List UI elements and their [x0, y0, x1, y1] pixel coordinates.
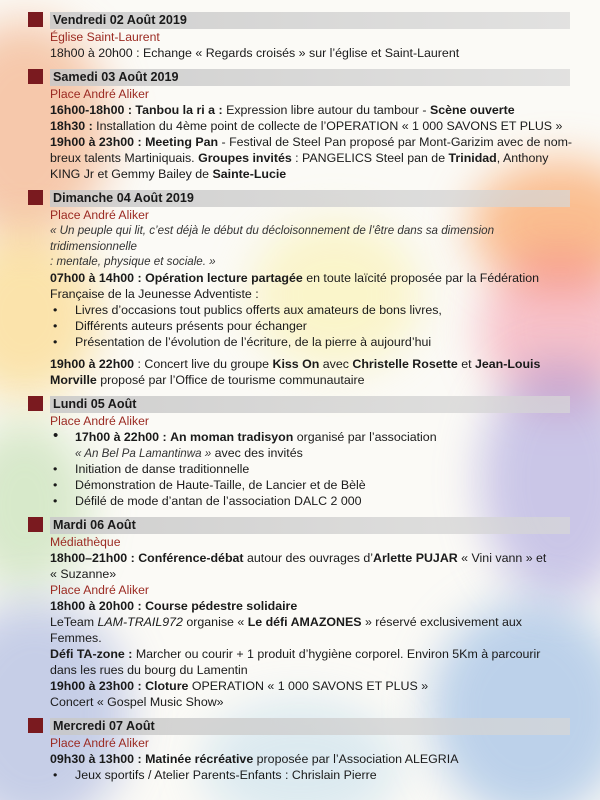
day-header: [50, 190, 570, 207]
event-line: « Suzanne»: [50, 567, 117, 581]
day-header: [50, 396, 570, 413]
day-marker-square: [28, 12, 43, 27]
day-lundi: [28, 396, 600, 510]
event-line: Morville proposé par l’Office de tourisme communautaire: [50, 372, 365, 387]
event-line: Concert « Gospel Music Show»: [50, 695, 224, 709]
event-line: 19h00 à 23h00 : Meeting Pan - Festival de Steel Pan proposé par Mont-Garizim avec de nom-: [50, 135, 573, 149]
quote: : mentale, physique et sociale. »: [50, 255, 216, 268]
event-line: KING Jr et Gemmy Bailey de Sainte-Lucie: [50, 167, 287, 181]
day-title: Vendredi 02 Août 2019: [53, 13, 187, 27]
venue: Médiathèque: [50, 535, 121, 549]
venue: Place André Aliker: [50, 208, 149, 222]
day-header: [50, 517, 570, 534]
day-vendredi: [28, 12, 600, 61]
event-line: 18h00 à 20h00 : Course pédestre solidaire: [50, 599, 298, 613]
event-line: dans les rues du bourg du Lamentin: [50, 663, 248, 677]
day-mardi: [28, 517, 600, 710]
venue: Place André Aliker: [50, 87, 149, 101]
venue: Église Saint-Laurent: [50, 30, 160, 44]
list-item: • 17h00 à 22h00 : An moman tradisyon organisé par l’association: [50, 429, 576, 445]
event-line: 09h30 à 13h00 : Matinée récréative proposée par l’Association ALEGRIA: [50, 752, 459, 766]
event-line: Française de la Jeunesse Adventiste :: [50, 286, 259, 301]
day-header: [50, 12, 570, 29]
day-marker-square: [28, 517, 43, 532]
list-item: • Différents auteurs présents pour échanger: [50, 318, 576, 334]
day-header: [50, 69, 570, 86]
venue: Place André Aliker: [50, 413, 149, 428]
day-marker-square: [28, 69, 43, 84]
day-marker-square: [28, 718, 43, 733]
list-item: • Présentation de l’évolution de l’écriture, de la pierre à aujourd’hui: [50, 334, 576, 350]
day-marker-square: [28, 396, 43, 411]
day-title: Lundi 05 Août: [53, 396, 137, 411]
list-item: « An Bel Pa Lamantinwa » avec des invités: [75, 445, 303, 460]
event-line: breux talents Martiniquais. Groupes invités : PANGELICS Steel pan de Trinidad, Anthony: [50, 151, 549, 165]
day-dimanche: [28, 190, 600, 388]
day-header: [50, 718, 570, 735]
bullet-list: [50, 767, 576, 783]
day-marker-square: [28, 190, 43, 205]
list-item: • Livres d’occasions tout publics offerts aux amateurs de bons livres,: [50, 302, 576, 318]
bullet-list: [50, 302, 576, 350]
list-item: • Initiation de danse traditionnelle: [50, 461, 576, 477]
event-line: 18h00 à 20h00 : Echange « Regards croisés » sur l’église et Saint-Laurent: [50, 46, 460, 60]
venue: Place André Aliker: [50, 736, 149, 750]
event-line: Défi TA-zone : Marcher ou courir + 1 produit d’hygiène corporel. Environ 5Km à parcourir: [50, 647, 541, 661]
venue: Place André Aliker: [50, 583, 149, 597]
day-title: Mardi 06 Août: [53, 518, 136, 532]
quote: « Un peuple qui lit, c’est déjà le début du décloisonnement de l’être dans sa dimension tridimensionnelle: [50, 224, 495, 253]
event-line: 07h00 à 14h00 : Opération lecture partagée en toute laïcité proposée par la Fédération: [50, 270, 540, 285]
event-line: 18h00–21h00 : Conférence-débat autour des ouvrages d’Arlette PUJAR « Vini vann » et: [50, 551, 547, 565]
event-line: 16h00-18h00 : Tanbou la ri a : Expression libre autour du tambour - Scène ouverte: [50, 103, 515, 117]
day-title: Dimanche 04 Août 2019: [53, 191, 194, 205]
day-mercredi: [28, 718, 600, 783]
event-line: 19h00 à 22h00 : Concert live du groupe Kiss On avec Christelle Rosette et Jean-Louis: [50, 356, 541, 371]
list-item: • Jeux sportifs / Atelier Parents-Enfants : Chrislain Pierre: [50, 767, 576, 783]
day-title: Mercredi 07 Août: [53, 719, 155, 733]
list-item: • Démonstration de Haute-Taille, de Lancier et de Bèlè: [50, 477, 576, 493]
list-item: • Défilé de mode d’antan de l’association DALC 2 000: [50, 493, 576, 509]
event-line: 18h30 : Installation du 4ème point de collecte de l’OPERATION « 1 000 SAVONS ET PLUS »: [50, 119, 563, 133]
event-line: LeTeam LAM-TRAIL972 organise « Le défi AMAZONES » réservé exclusivement aux: [50, 615, 522, 629]
day-title: Samedi 03 Août 2019: [53, 70, 179, 84]
bullet-list: [50, 429, 576, 510]
day-samedi: [28, 69, 600, 182]
event-line: 19h00 à 23h00 : Cloture OPERATION « 1 000 SAVONS ET PLUS »: [50, 679, 429, 693]
event-line: Femmes.: [50, 631, 102, 645]
